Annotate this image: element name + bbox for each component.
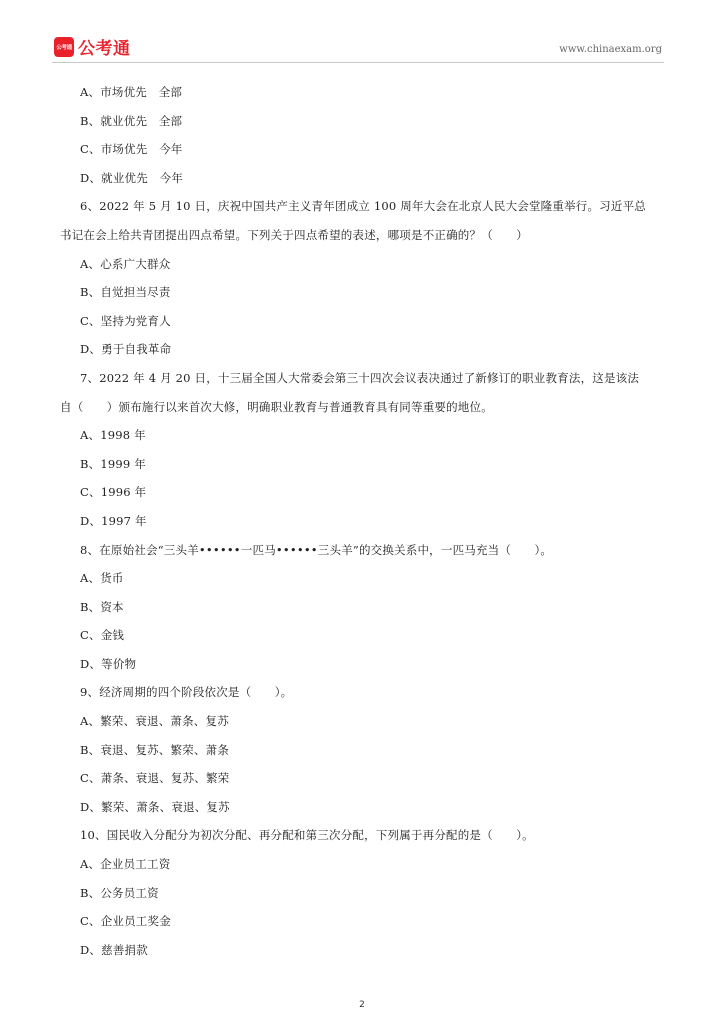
answer-option: A、繁荣、衰退、萧条、复苏 bbox=[80, 714, 229, 729]
answer-option: C、金钱 bbox=[80, 628, 125, 643]
answer-option: D、等价物 bbox=[80, 656, 137, 671]
logo-text: 公考通 bbox=[78, 39, 131, 59]
answer-option: C、坚持为党育人 bbox=[80, 313, 171, 328]
page-number: 2 bbox=[359, 1000, 365, 1010]
question-stem-continuation: 自（ ）颁布施行以来首次大修，明确职业教育与普通教育具有同等重要的地位。 bbox=[60, 399, 493, 414]
answer-option: A、市场优先 全部 bbox=[80, 85, 183, 99]
question-stem: 7、2022 年 4 月 20 日，十三届全国人大常委会第三十四次会议表决通过了新修订的职业教育法，这是该法 bbox=[80, 370, 640, 385]
site-url: www.chinaexam.org bbox=[559, 44, 662, 55]
answer-option: D、勇于自我革命 bbox=[80, 342, 172, 357]
answer-option: A、企业员工工资 bbox=[80, 857, 171, 872]
answer-option: B、就业优先 全部 bbox=[80, 113, 183, 128]
question-stem: 9、经济周期的四个阶段依次是（ ）。 bbox=[80, 685, 293, 700]
question-stem-continuation: 书记在会上给共青团提出四点希望。下列关于四点希望的表述，哪项是不正确的？（ ） bbox=[60, 227, 528, 242]
answer-option: B、1999 年 bbox=[80, 456, 146, 471]
answer-option: C、企业员工奖金 bbox=[80, 914, 171, 929]
question-stem: 10、国民收入分配分为初次分配、再分配和第三次分配，下列属于再分配的是（ ）。 bbox=[80, 828, 534, 843]
answer-option: A、货币 bbox=[80, 571, 124, 586]
answer-option: A、1998 年 bbox=[80, 428, 146, 443]
answer-option: D、慈善捐款 bbox=[80, 942, 148, 957]
answer-option: D、就业优先 今年 bbox=[80, 170, 184, 185]
question-stem: 8、在原始社会“三头羊••••••一匹马••••••三头羊”的交换关系中，一匹马充当（ ）。 bbox=[80, 542, 553, 557]
question-stem: 6、2022 年 5 月 10 日，庆祝中国共产主义青年团成立 100 周年大会在北京人民大会堂隆重举行。习近平总 bbox=[80, 199, 646, 214]
answer-option: B、自觉担当尽责 bbox=[80, 285, 171, 300]
logo bbox=[54, 34, 131, 59]
answer-option: C、1996 年 bbox=[80, 485, 147, 500]
answer-option: B、公务员工资 bbox=[80, 885, 159, 900]
page-header bbox=[52, 30, 664, 63]
logo-badge: 公考通 bbox=[54, 37, 74, 57]
answer-option: D、1997 年 bbox=[80, 513, 147, 528]
answer-option: C、萧条、衰退、复苏、繁荣 bbox=[80, 771, 230, 786]
document-body bbox=[60, 78, 670, 964]
answer-option: D、繁荣、萧条、衰退、复苏 bbox=[80, 799, 230, 814]
answer-option: C、市场优先 今年 bbox=[80, 142, 183, 157]
answer-option: A、心系广大群众 bbox=[80, 256, 171, 271]
answer-option: B、衰退、复苏、繁荣、萧条 bbox=[80, 742, 230, 757]
answer-option: B、资本 bbox=[80, 599, 124, 614]
